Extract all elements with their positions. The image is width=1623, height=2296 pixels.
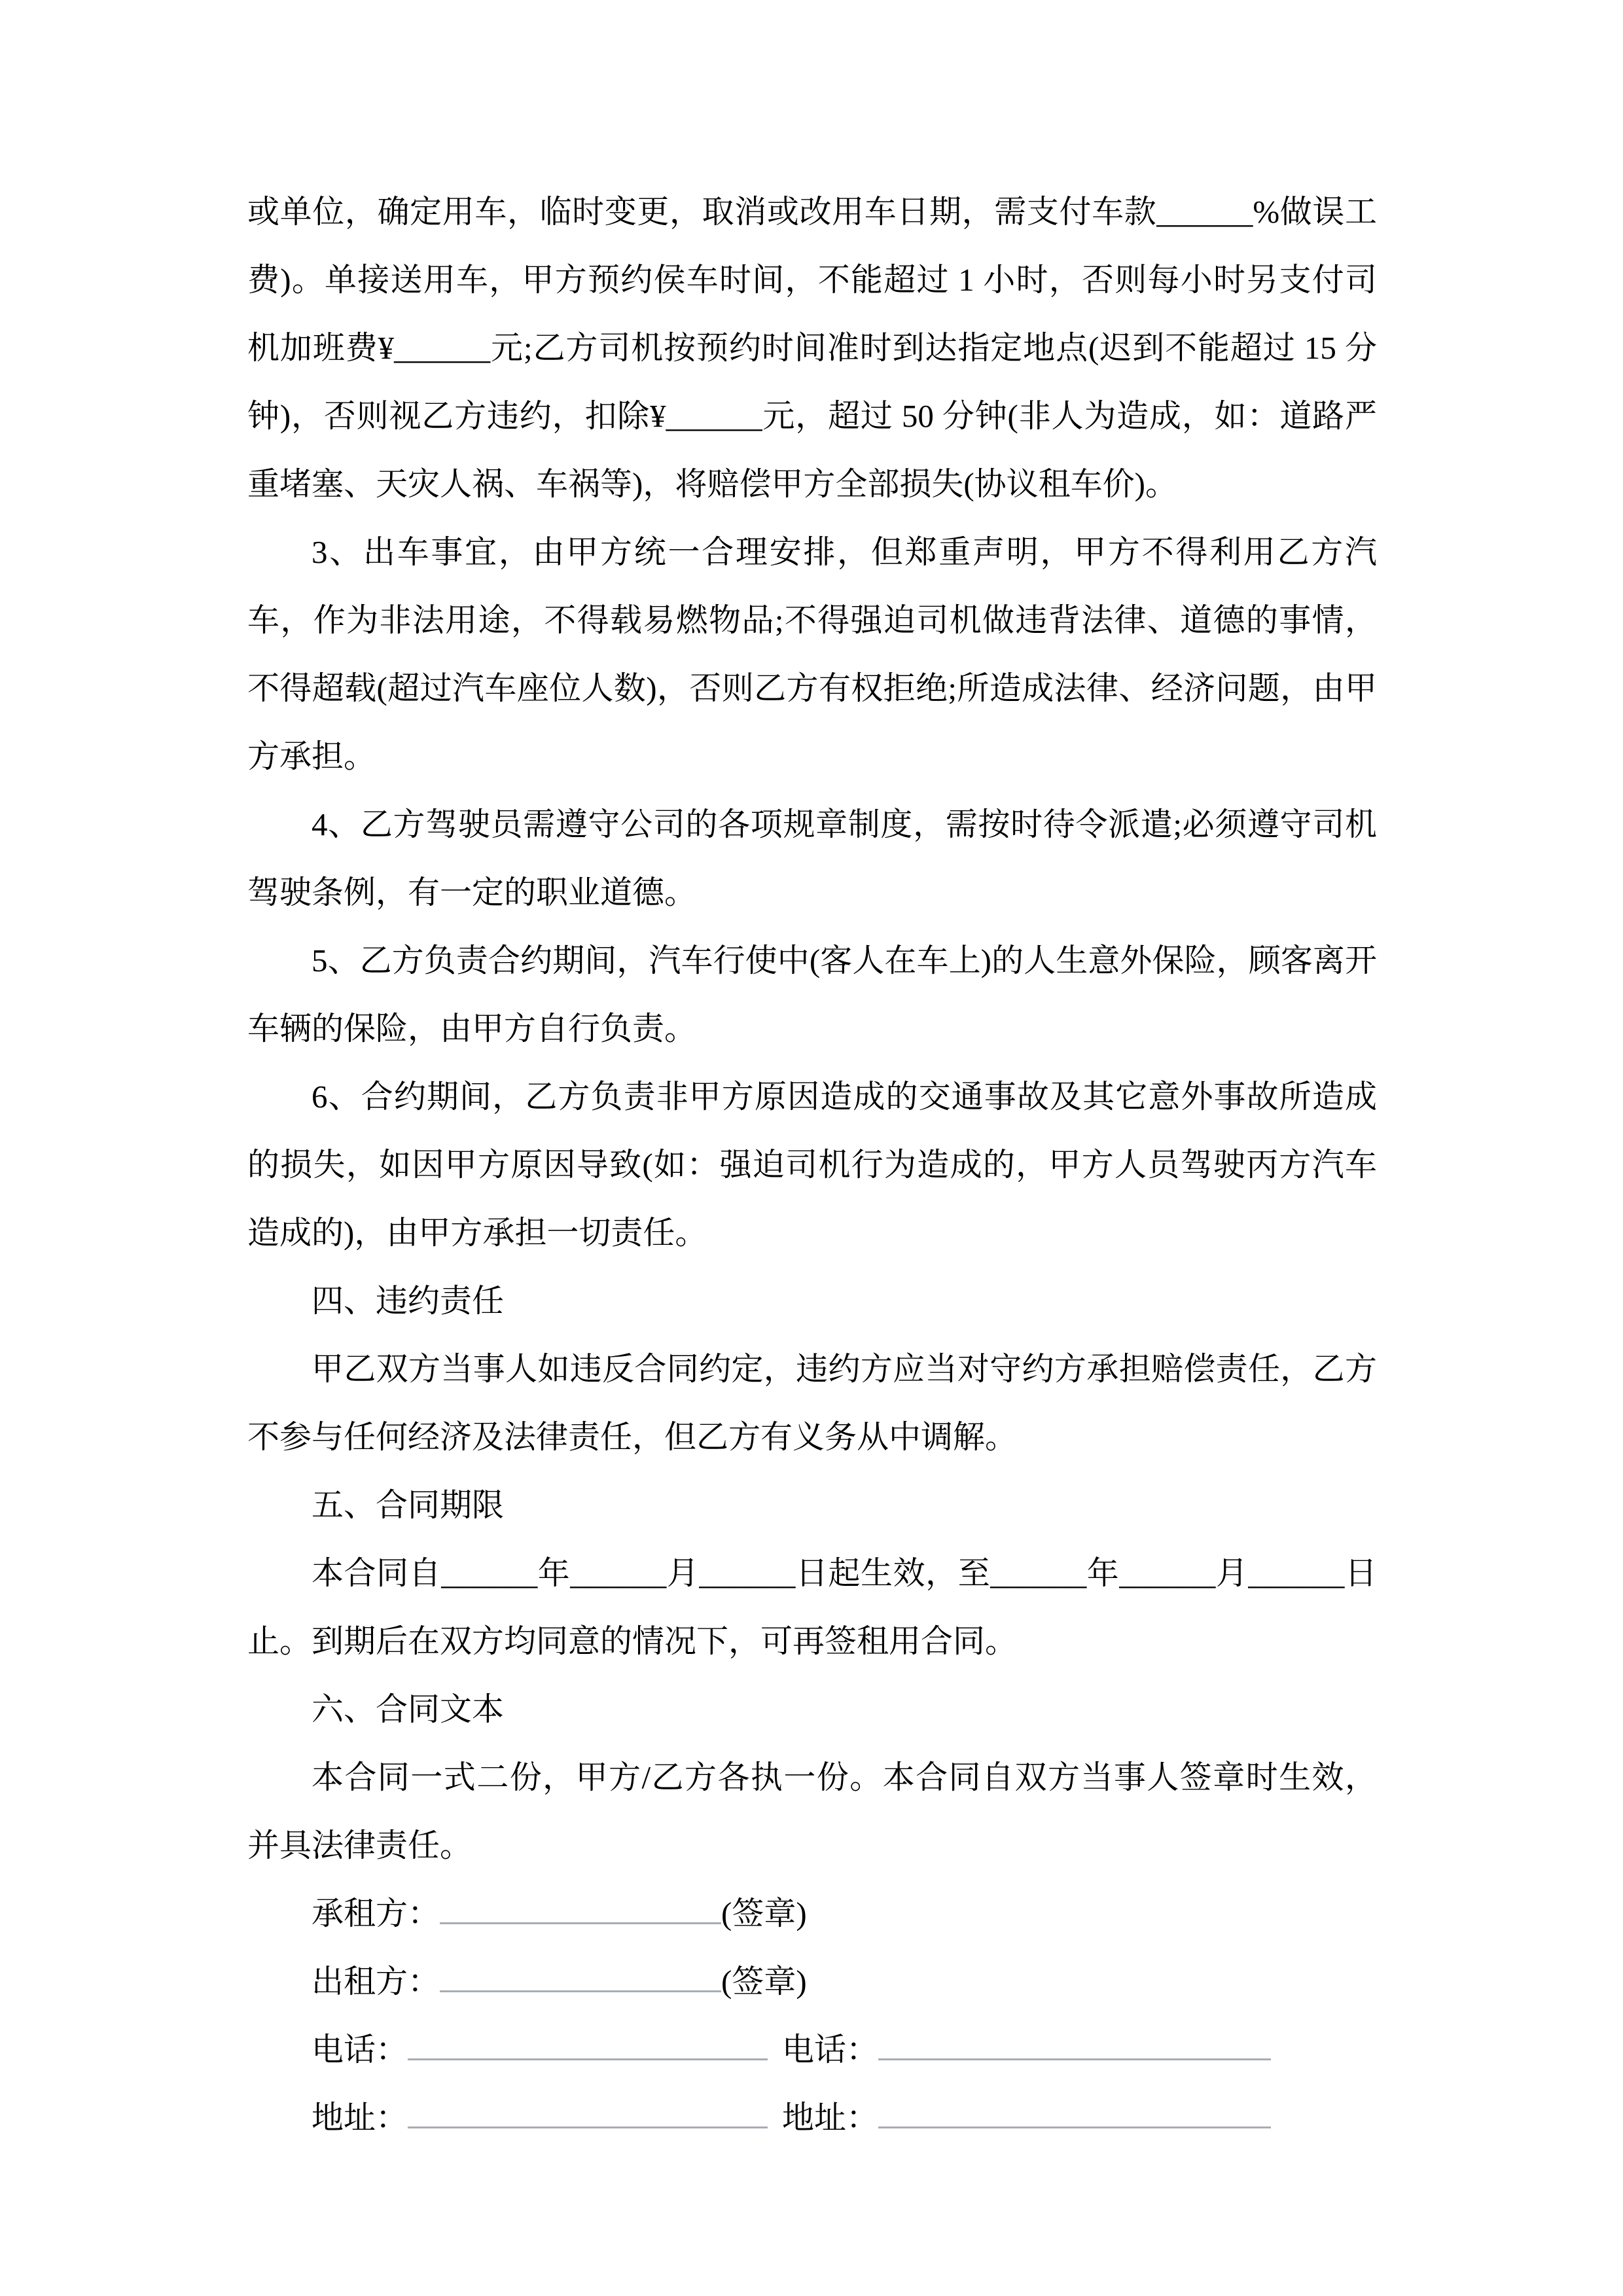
- phone-label-left: 电话：: [312, 2032, 408, 2068]
- paragraph-clause-5: 5、乙方负责合约期间，汽车行使中(客人在车上)的人生意外保险，顾客离开车辆的保险，由甲方自行负责。: [247, 942, 1377, 1047]
- paragraph-continuation: 或单位，确定用车，临时变更，取消或改用车日期，需支付车款______%做误工费)。单接送用车，甲方预约侯车时间，不能超过 1 小时，否则每小时另支付司机加班费¥______元;乙方司机按预约时间准时到达指定地点(迟到不能超过 15 分钟)，否则视乙方违约，扣除¥______元，超过 50 分钟(非人为造成，如：道路严重堵塞、天灾人祸、车祸等)，将赔偿甲方全部损失(协议租车价)。: [247, 194, 1377, 502]
- section-heading-breach-liability: 四、违约责任: [312, 1283, 505, 1319]
- address-label-left: 地址：: [312, 2100, 408, 2136]
- address-blank-left: [408, 2098, 768, 2128]
- lessee-seal-suffix: (签章): [721, 1895, 807, 1931]
- address-label-right: 地址：: [782, 2100, 879, 2136]
- lessee-signature-line: [247, 1880, 1377, 1948]
- phone-line: [247, 2016, 1377, 2084]
- address-line: [247, 2084, 1377, 2152]
- lessor-seal-suffix: (签章): [721, 1964, 807, 2000]
- lessee-signature-blank: [440, 1893, 721, 1924]
- address-blank-right: [878, 2098, 1271, 2128]
- paragraph-breach-liability: 甲乙双方当事人如违反合同约定，违约方应当对守约方承担赔偿责任，乙方不参与任何经济及法律责任，但乙方有义务从中调解。: [247, 1351, 1377, 1455]
- lessor-label: 出租方：: [312, 1964, 440, 2000]
- phone-blank-left: [408, 2030, 768, 2060]
- phone-label-right: 电话：: [782, 2032, 879, 2068]
- lessor-signature-blank: [440, 1962, 721, 1992]
- phone-blank-right: [878, 2030, 1271, 2060]
- paragraph-clause-4: 4、乙方驾驶员需遵守公司的各项规章制度，需按时待令派遣;必须遵守司机驾驶条例，有一定的职业道德。: [247, 806, 1377, 910]
- section-heading-contract-term: 五、合同期限: [312, 1487, 505, 1523]
- paragraph-clause-3: 3、出车事宜，由甲方统一合理安排，但郑重声明，甲方不得利用乙方汽车，作为非法用途，不得载易燃物品;不得强迫司机做违背法律、道德的事情，不得超载(超过汽车座位人数)，否则乙方有权拒绝;所造成法律、经济问题，由甲方承担。: [247, 534, 1377, 774]
- paragraph-contract-copies: 本合同一式二份，甲方/乙方各执一份。本合同自双方当事人签章时生效，并具法律责任。: [247, 1759, 1377, 1863]
- section-heading-contract-copies: 六、合同文本: [312, 1691, 505, 1727]
- paragraph-contract-term: 本合同自______年______月______日起生效，至______年______月______日止。到期后在双方均同意的情况下，可再签租用合同。: [247, 1555, 1377, 1659]
- lessee-label: 承租方：: [312, 1895, 440, 1931]
- paragraph-clause-6: 6、合约期间，乙方负责非甲方原因造成的交通事故及其它意外事故所造成的损失，如因甲方原因导致(如：强迫司机行为造成的，甲方人员驾驶丙方汽车造成的)，由甲方承担一切责任。: [247, 1079, 1377, 1251]
- lessor-signature-line: [247, 1948, 1377, 2016]
